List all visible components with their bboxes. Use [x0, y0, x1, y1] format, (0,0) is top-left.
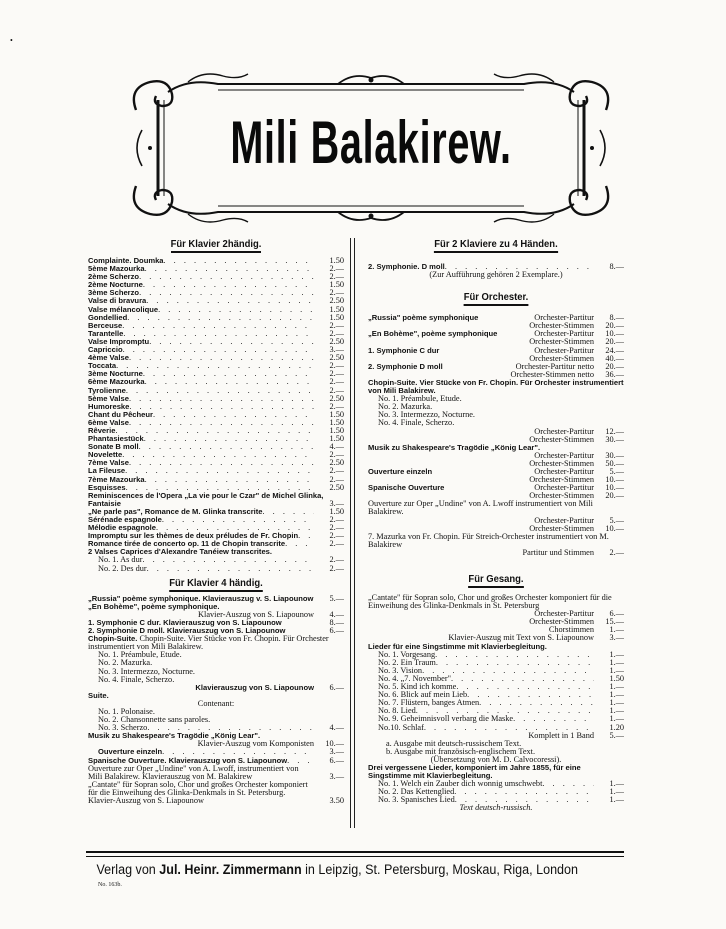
lieder-items — [368, 651, 624, 732]
item-price: 2.— — [329, 265, 344, 274]
item-price: 2.— — [329, 564, 344, 573]
section-heading: Für Orchester. — [381, 291, 611, 304]
list-item — [88, 395, 344, 403]
item-price: 2.— — [609, 548, 624, 557]
list-item — [368, 347, 624, 355]
item-title: No. 8. Lied — [378, 707, 416, 716]
item-price: 1.— — [609, 715, 624, 724]
list-item — [368, 610, 624, 618]
list-item: Reminiscences de l'Opera „La vie pour le Czar" de Michel Glinka, Fantaisie 3.— — [88, 491, 344, 508]
list-item — [88, 451, 344, 459]
list-item — [368, 484, 624, 492]
section-heading: Für Gesang. — [381, 573, 611, 586]
list-item — [88, 387, 344, 395]
list-item: 2 Valses Caprices d'Alexandre Tanéiew transcrites. — [88, 547, 273, 557]
item-edition: Orchester-Stimmen — [529, 322, 594, 331]
list-item: No. 3. Intermezzo, Nocturne. — [98, 666, 195, 676]
list-item — [368, 691, 624, 699]
item-price: 8.— — [609, 314, 624, 323]
list-item: Musik zu Shakespeare's Tragödie „König Lear". — [88, 731, 261, 741]
item-edition: Orchester-Partitur — [534, 484, 594, 493]
item-title: No. 2. Das Kettenglied — [378, 788, 455, 797]
list-item — [88, 265, 344, 273]
item-edition: Klavier-Auszug von S. Liapounow — [198, 610, 314, 619]
item-price: 20.— — [605, 362, 624, 371]
list-item: Chopin-Suite. Vier Stücke von Fr. Chopin. Für Orchester instrumentiert von Mili Balakirew. — [368, 377, 624, 396]
list-item — [88, 595, 344, 603]
item-title: Gondellied — [88, 313, 128, 322]
item-price: 4.— — [329, 610, 344, 619]
list-item — [88, 532, 344, 540]
klavier2-more-list — [88, 508, 344, 548]
item-title: No. 5. Kind ich komme — [378, 683, 457, 692]
item-edition: Orchester-Partitur — [534, 451, 594, 460]
list-item: Chopin-Suite. Chopin-Suite. Vier Stücke von Fr. Chopin. Für Orchester instrumentiert von Mili Balakirew. — [88, 634, 329, 652]
item-title: No. 7. Flüstern, banges Atmen — [378, 699, 480, 708]
list-item — [368, 618, 624, 626]
list-item — [368, 626, 624, 634]
list-item — [368, 675, 624, 683]
valses-list — [88, 556, 344, 572]
item-title: Valse Impromptu — [88, 337, 150, 346]
item-edition: Klavier-Auszug mit Text von S. Liapounow — [448, 634, 594, 643]
section-heading: Für Klavier 4 händig. — [101, 577, 331, 590]
item-price: 2.— — [329, 524, 344, 533]
item-price: 2.— — [329, 289, 344, 298]
list-item — [88, 346, 344, 354]
list-item: No. 4. Finale, Scherzo. — [98, 674, 175, 684]
item-title: „En Bohème", poème symphonique — [368, 330, 498, 339]
list-item — [368, 452, 624, 460]
list-item — [88, 330, 344, 338]
item-price: 2.— — [329, 540, 344, 549]
list-item: Contenant: — [197, 698, 235, 708]
list-item — [88, 524, 344, 532]
item-price: 36.— — [605, 370, 624, 379]
section-heading: Für Klavier 2händig. — [101, 238, 331, 251]
list-item — [368, 667, 624, 675]
item-title: Rêverie — [88, 426, 116, 435]
item-edition: Orchester-Partitur — [534, 330, 594, 339]
list-item — [368, 549, 624, 557]
list-item: Komplett in 1 Band 5.— — [528, 731, 624, 740]
title-banner — [128, 70, 614, 226]
list-item — [88, 603, 344, 611]
list-item — [88, 516, 344, 524]
list-item: Text deutsch-russisch. — [459, 803, 533, 813]
item-price: 2.50 — [329, 354, 344, 363]
item-title: No. 3. Scherzo — [98, 724, 148, 733]
item-title: Phantasiestück — [88, 435, 144, 444]
item-edition: Orchester-Partitur — [534, 346, 594, 355]
list-item — [88, 273, 344, 281]
footer-rule — [86, 851, 624, 857]
item-price: 1.— — [609, 780, 624, 789]
list-item: No. 2. Mazurka. — [378, 402, 433, 412]
item-title: Berceuse — [88, 321, 123, 330]
list-item — [88, 257, 344, 265]
list-item — [368, 699, 624, 707]
list-item: 7. Mazurka von Fr. Chopin. Für Streich-Orchester instrumentiert von M. Balakirew — [368, 531, 609, 549]
item-title: Humoreske — [88, 402, 130, 411]
item-title: No. 9. Geheimnisvoll verbarg die Maske — [378, 715, 514, 724]
item-price: 2.— — [329, 402, 344, 411]
item-title: No. 4. „7. November" — [378, 674, 451, 683]
item-price: 1.50 — [329, 257, 344, 265]
list-item — [368, 476, 624, 484]
list-item: Klavierauszug von S. Liapounow 6.— — [195, 683, 344, 692]
item-title: „Ne parle pas", Romance de M. Glinka transcrite — [88, 507, 263, 516]
list-item: No. 4. Finale, Scherzo. — [378, 418, 455, 428]
item-price: 2.50 — [329, 483, 344, 492]
list-item: Ouverture einzeln . . . 3.— — [88, 748, 344, 756]
item-edition: Orchester-Stimmen — [529, 354, 594, 363]
publisher-line: Verlag von Jul. Heinr. Zimmermann in Leipzig, St. Petersburg, Moskau, Riga, London — [96, 862, 579, 877]
list-item: b. Ausgabe mit französisch-englischem Text. — [386, 746, 536, 756]
item-price: 24.— — [605, 346, 624, 355]
list-item — [368, 428, 624, 436]
list-item: No. 1. Polonaise. — [98, 706, 155, 716]
item-price: 2.— — [329, 556, 344, 565]
item-edition: Chorstimmen — [548, 626, 594, 635]
item-price: 2.— — [329, 475, 344, 484]
item-title: 6ème Valse — [88, 418, 129, 427]
item-title: Valse di bravura — [88, 297, 147, 306]
list-item — [368, 468, 624, 476]
list-item — [88, 314, 344, 322]
item-price: 6.— — [609, 610, 624, 619]
item-price: 2.— — [329, 329, 344, 338]
item-price: 1.— — [609, 796, 624, 805]
item-title: No. 3. Spanisches Lied — [378, 796, 455, 805]
list-item: 2. Symphonie. D moll . . . 8.— — [368, 263, 624, 271]
item-title: Impromptu sur les thèmes de deux préludes de Fr. Chopin — [88, 532, 299, 541]
item-price: 1.— — [609, 707, 624, 716]
item-edition: Orchester-Stimmen — [529, 618, 594, 627]
item-price: 1.20 — [609, 723, 624, 732]
drei-items — [368, 780, 624, 804]
list-item: Musik zu Shakespeare's Tragödie „König Lear". — [368, 442, 541, 452]
item-price: 12.— — [605, 427, 624, 436]
item-title: 4ème Valse — [88, 354, 129, 363]
section-heading: Für 2 Klaviere zu 4 Händen. — [381, 238, 611, 251]
item-price: 20.— — [605, 338, 624, 347]
item-title: Romance tirée de concerto op. 11 de Chopin transcrite — [88, 540, 286, 549]
item-price: 1.— — [609, 650, 624, 659]
item-price: 1.50 — [329, 507, 344, 516]
cantate-items — [368, 610, 624, 642]
item-title: „Russia" poème symphonique. Klavierauszug v. S. Liapounow — [88, 594, 314, 603]
item-price: 2.— — [329, 321, 344, 330]
item-price: 1.50 — [609, 674, 624, 683]
list-item: No. 1. Préambule, Etude. — [378, 394, 462, 404]
item-title: 5ème Valse — [88, 394, 129, 403]
item-price: 2.— — [329, 362, 344, 371]
plate-number: No. 163b. — [98, 882, 122, 888]
list-item — [368, 780, 624, 788]
item-title: 1. Symphonie C dur — [368, 346, 440, 355]
list-item — [88, 354, 344, 362]
item-edition: Orchester-Stimmen — [529, 459, 594, 468]
item-price: 1.— — [609, 658, 624, 667]
item-title: Valse mélancolique — [88, 305, 159, 314]
column-divider — [350, 238, 355, 828]
list-item: Drei vergessene Lieder, komponiert im Jahre 1855, für eine Singstimme mit Klavierbegleitung. — [368, 762, 581, 781]
item-price: 2.— — [329, 467, 344, 476]
item-title: „Russia" poème symphonique — [368, 314, 479, 323]
item-edition: Orchester-Stimmen — [529, 435, 594, 444]
item-price: 2.50 — [329, 297, 344, 306]
item-price: 1.50 — [329, 281, 344, 290]
item-edition: Orchester-Stimmen — [529, 524, 594, 533]
item-price: 2.50 — [329, 459, 344, 468]
list-item: Lieder für eine Singstimme mit Klavierbegleitung. — [368, 641, 547, 651]
item-title: Chant du Pêcheur — [88, 410, 153, 419]
list-item: Suite. — [88, 690, 109, 700]
list-item — [88, 322, 344, 330]
list-item: a. Ausgabe mit deutsch-russischem Text. — [386, 738, 522, 748]
chopin-items — [88, 651, 344, 683]
list-item — [368, 651, 624, 659]
item-price: 5.— — [609, 467, 624, 476]
orchester-list — [368, 314, 624, 557]
item-title: 2. Symphonie D moll. Klavierauszug von S. Liapounow — [88, 627, 286, 636]
item-title: 2. Symphonie D moll — [368, 362, 443, 371]
list-item — [88, 378, 344, 386]
list-item — [88, 435, 344, 443]
list-item: Spanische Ouverture. Klavierauszug von S. Liapounow . . . 6.— — [88, 757, 344, 765]
list-item — [88, 411, 344, 419]
item-price: 2.— — [329, 516, 344, 524]
item-title: 2ème Scherzo — [88, 273, 140, 282]
item-price: 30.— — [605, 451, 624, 460]
list-item — [88, 508, 344, 516]
item-title: 7ème Mazourka — [88, 475, 145, 484]
item-price: 4.— — [329, 443, 344, 452]
item-price: 2.50 — [329, 394, 344, 403]
item-price: 2.— — [329, 273, 344, 282]
item-price: 15.— — [605, 618, 624, 627]
list-item — [368, 355, 624, 363]
left-column — [88, 238, 344, 805]
list-item: No. 2. Mazurka. — [98, 658, 153, 668]
item-price: 20.— — [605, 492, 624, 501]
item-price: 10.— — [605, 484, 624, 493]
item-title: 5ème Mazourka — [88, 265, 145, 274]
item-title: 1. Symphonie C dur. Klavierauszug von S. Liapounow — [88, 618, 282, 627]
item-price: 1.50 — [329, 435, 344, 444]
list-item — [88, 306, 344, 314]
item-title: 6ème Mazourka — [88, 378, 145, 387]
item-price: 10.— — [605, 524, 624, 533]
list-item — [88, 427, 344, 435]
item-price: 2.— — [329, 451, 344, 460]
list-item: (Zur Aufführung gehören 2 Exemplare.) — [429, 270, 563, 280]
list-item — [368, 322, 624, 330]
list-item — [88, 459, 344, 467]
item-price: 1.— — [609, 666, 624, 675]
list-item — [368, 724, 624, 732]
item-edition: Partitur und Stimmen — [522, 548, 594, 557]
list-item: „Cantate" für Sopran solo, Chor und großes Orchester komponiert für die Einweihung des Glinka-Denkmals in St. Petersburg. Klavier-Auszug von S. Liapounow 3.50 — [88, 779, 344, 805]
item-title: Mélodie espagnole — [88, 524, 156, 533]
list-item — [88, 565, 344, 573]
item-price: 30.— — [605, 435, 624, 444]
list-item: Ouverture zur Oper „Undine" von A. Lwoff instrumentiert von Mili Balakirew. — [368, 499, 593, 517]
item-title: 3ème Nocturne — [88, 370, 143, 379]
item-price: 5.— — [609, 516, 624, 525]
list-item — [368, 517, 624, 525]
list-item — [88, 443, 344, 451]
item-price: 4.— — [329, 724, 344, 733]
item-edition: Orchester-Stimmen — [529, 492, 594, 501]
list-item — [88, 619, 344, 627]
item-title: No. 1. Vorgesang — [378, 650, 436, 659]
list-item — [88, 467, 344, 475]
item-price: 40.— — [605, 354, 624, 363]
item-edition: Orchester-Partitur netto — [515, 362, 594, 371]
item-edition: Orchester-Partitur — [534, 314, 594, 323]
list-item — [88, 484, 344, 492]
item-price: 1.— — [609, 683, 624, 692]
list-item — [368, 707, 624, 715]
item-price: 2.— — [329, 386, 344, 395]
list-item — [88, 362, 344, 370]
item-title: No. 1. Welch ein Zauber dich wonnig umschwebt — [378, 780, 543, 789]
item-title: No. 1. As dur — [98, 556, 143, 565]
item-price: 2.— — [329, 370, 344, 379]
item-edition: Orchester-Stimmen — [529, 476, 594, 485]
item-price: 1.— — [609, 699, 624, 708]
list-item — [368, 363, 624, 371]
item-price: 1.— — [609, 626, 624, 635]
list-item: Klavier-Auszug vom Komponisten 10.— — [197, 740, 344, 749]
item-title: No. 2. Des dur — [98, 564, 147, 573]
list-item — [368, 788, 624, 796]
item-price: 1.50 — [329, 426, 344, 435]
item-title: Sonate B moll — [88, 443, 139, 452]
list-item: „Cantate" für Sopran solo, Chor und großes Orchester komponiert für die Einweihung des Glinka-Denkmals in St. Petersburg — [368, 593, 612, 611]
list-item: Ouverture zur Oper „Undine" von A. Lwoff, instrumentiert von Mili Balakirew. Klavierauszug von M. Balakirew 3.— — [88, 763, 344, 781]
item-price: 5.— — [329, 594, 344, 603]
item-price: 1.— — [609, 788, 624, 797]
item-title: La Fileuse — [88, 467, 126, 476]
item-price: 8.— — [329, 618, 344, 627]
item-title: No. 2. Ein Traum — [378, 658, 436, 667]
right-column — [368, 238, 624, 813]
item-price: 1.50 — [329, 418, 344, 427]
list-item: No. 3. Intermezzo, Nocturne. — [378, 410, 475, 420]
item-price: 1.50 — [329, 313, 344, 322]
item-price: 1.50 — [329, 305, 344, 314]
item-title: No. 3. Vision — [378, 666, 423, 675]
page-mark: • — [10, 36, 13, 45]
item-title: Esquisses — [88, 483, 126, 492]
list-item: No. 2. Chansonnette sans paroles. — [98, 715, 211, 725]
list-item — [88, 419, 344, 427]
list-item — [368, 659, 624, 667]
item-price: 2.50 — [329, 337, 344, 346]
klavier2-list — [88, 257, 344, 492]
item-title: Complainte. Doumka — [88, 257, 164, 265]
item-edition: Orchester-Partitur — [534, 610, 594, 619]
list-item — [88, 476, 344, 484]
item-title: Capriccio — [88, 346, 123, 355]
item-title: 2ème Nocturne — [88, 281, 143, 290]
list-item — [368, 330, 624, 338]
item-title: Novelette — [88, 451, 123, 460]
item-title: 3ème Scherzo — [88, 289, 140, 298]
list-item: (Übersetzung von M. D. Calvocoressi). — [430, 754, 562, 764]
item-title: No. 6. Blick auf mein Lieb — [378, 691, 468, 700]
list-item — [88, 281, 344, 289]
list-item — [368, 338, 624, 346]
list-item — [88, 370, 344, 378]
item-edition: Orchester-Stimmen — [529, 338, 594, 347]
item-price: 10.— — [605, 476, 624, 485]
item-title: „En Bohème", poème symphonique. — [88, 602, 220, 611]
item-title: Tyrolienne — [88, 386, 126, 395]
list-item — [368, 460, 624, 468]
item-title: Sérénade espagnole — [88, 516, 162, 524]
list-item — [368, 683, 624, 691]
list-item — [88, 556, 344, 564]
item-price: 3.— — [329, 346, 344, 355]
item-price: 2.— — [329, 378, 344, 387]
item-title: Toccata — [88, 362, 117, 371]
item-price: 6.— — [329, 627, 344, 636]
list-item — [88, 297, 344, 305]
item-title: Tarantelle — [88, 329, 124, 338]
item-title: 7ème Valse — [88, 459, 129, 468]
item-price: 10.— — [605, 330, 624, 339]
item-price: 1.50 — [329, 410, 344, 419]
page-title: Mili Balakirew. — [230, 109, 512, 176]
list-item — [88, 289, 344, 297]
item-edition: Orchester-Partitur — [534, 467, 594, 476]
list-item — [368, 715, 624, 723]
list-item — [368, 314, 624, 322]
item-edition: Orchester-Partitur — [534, 427, 594, 436]
item-title: No.10. Schlaf — [378, 723, 424, 732]
item-price: 3.— — [609, 634, 624, 643]
item-price: 1.— — [609, 691, 624, 700]
list-item — [88, 611, 344, 619]
item-title: Spanische Ouverture — [368, 484, 445, 493]
list-item — [88, 338, 344, 346]
item-edition: Orchester-Stimmen netto — [510, 370, 594, 379]
item-price: 50.— — [605, 459, 624, 468]
list-item: No. 1. Préambule, Etude. — [98, 650, 182, 660]
klavier4-list — [88, 595, 344, 635]
item-title: Ouverture einzeln — [368, 467, 433, 476]
list-item — [88, 403, 344, 411]
suite-items — [88, 708, 344, 732]
item-price: 2.— — [329, 532, 344, 541]
item-edition: Orchester-Partitur — [534, 516, 594, 525]
item-price: 20.— — [605, 322, 624, 331]
